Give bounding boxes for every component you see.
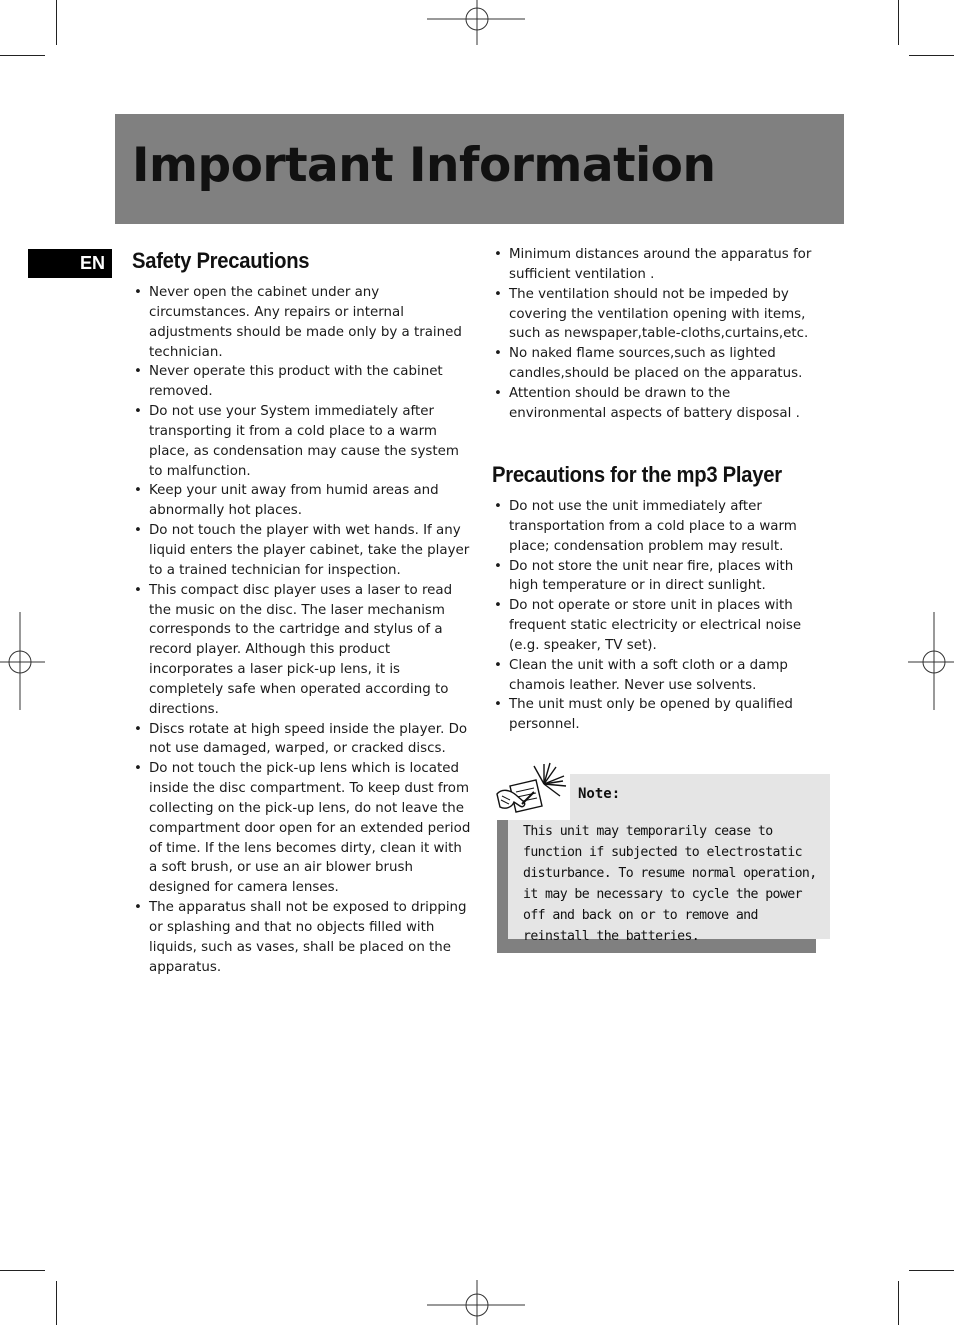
title-banner [115, 114, 844, 224]
safety-list [132, 283, 472, 978]
list-item: • Never operate this product with the cabinet removed. [132, 362, 472, 402]
mp3-list [492, 497, 822, 735]
list-item: • This compact disc player uses a laser to read the music on the disc. The laser mechanism corresponds to the cartridge and stylus of a record player. Although this product incorporates a laser pick-up lens, it is completely safe when operated according to directions. [132, 581, 472, 720]
list-item: • Keep your unit away from humid areas and abnormally hot places. [132, 481, 472, 521]
registration-mark-icon [908, 612, 954, 712]
crop-mark [0, 1270, 45, 1271]
list-item: • Do not touch the player with wet hands. If any liquid enters the player cabinet, take the player to a trained technician for inspection. [132, 521, 472, 581]
note-label: Note: [578, 786, 621, 802]
safety-heading: Safety Precautions [132, 248, 310, 273]
note-icon-box [494, 762, 570, 820]
list-item: • Minimum distances around the apparatus for sufficient ventilation . [492, 245, 822, 285]
list-item: • Do not store the unit near fire, places with high temperature or in direct sunlight. [492, 557, 822, 597]
crop-mark [909, 55, 954, 56]
crop-mark [56, 0, 57, 45]
list-item: • Never open the cabinet under any circumstances. Any repairs or internal adjustments should be made only by a trained technician. [132, 283, 472, 362]
list-item: • Do not touch the pick-up lens which is located inside the disc compartment. To keep dust from collecting on the pick-up lens, do not leave the compartment door open for an extended period of time. If the lens becomes dirty, clean it with a soft brush, or use an air blower brush designed for camera lenses. [132, 759, 472, 898]
hand-writing-icon [494, 762, 570, 820]
crop-mark [898, 0, 899, 45]
language-tab: EN [28, 249, 112, 278]
page-title: Important Information [132, 138, 716, 193]
list-item: • The ventilation should not be impeded by covering the ventilation opening with items, such as newspaper,table-cloths,curtains,etc. [492, 285, 822, 345]
note-text: This unit may temporarily cease to function if subjected to electrostatic disturbance. To resume normal operation, it may be necessary to cycle the power off and back on or to remove and reinstall the batteries. [523, 824, 817, 944]
list-item: • Do not use your System immediately after transporting it from a cold place to a warm place, as condensation may cause the system to malfunction. [132, 402, 472, 481]
crop-mark [898, 1281, 899, 1325]
list-item: • No naked flame sources,such as lighted candles,should be placed on the apparatus. [492, 344, 822, 384]
list-item: • Do not use the unit immediately after transportation from a cold place to a warm place; condensation problem may result. [492, 497, 822, 557]
safety-list-continued [492, 245, 822, 424]
crop-mark [909, 1270, 954, 1271]
crop-mark [56, 1281, 57, 1325]
mp3-heading: Precautions for the mp3 Player [492, 462, 782, 487]
list-item: • Attention should be drawn to the environmental aspects of battery disposal . [492, 384, 822, 424]
registration-mark-icon [427, 0, 527, 46]
list-item: • Discs rotate at high speed inside the player. Do not use damaged, warped, or cracked discs. [132, 720, 472, 760]
list-item: • The apparatus shall not be exposed to dripping or splashing and that no objects filled with liquids, such as vases, shall be placed on the apparatus. [132, 898, 472, 977]
list-item: • The unit must only be opened by qualified personnel. [492, 695, 822, 735]
registration-mark-icon [0, 612, 46, 712]
crop-mark [0, 55, 45, 56]
list-item: • Clean the unit with a soft cloth or a damp chamois leather. Never use solvents. [492, 656, 822, 696]
list-item: • Do not operate or store unit in places with frequent static electricity or electrical noise (e.g. speaker, TV set). [492, 596, 822, 656]
registration-mark-icon [427, 1280, 527, 1325]
